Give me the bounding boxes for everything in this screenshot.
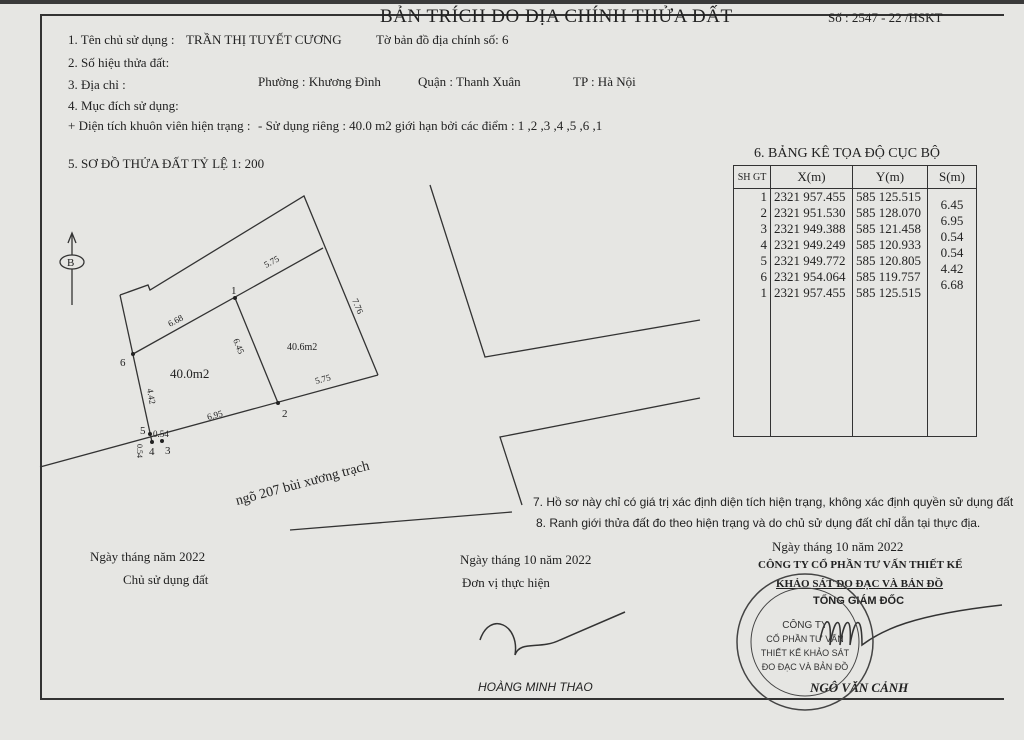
parcel-number: 2. Số hiệu thửa đất:	[68, 55, 170, 70]
svg-text:CÔNG TY: CÔNG TY	[782, 620, 828, 631]
coord-cell: 2321 951.530	[771, 205, 853, 221]
note-7: 7. Hồ sơ này chỉ có giá trị xác định diện tích hiện trạng, không xác định quyền sử dụng đất	[533, 495, 1014, 509]
coord-cell: 585 120.805	[853, 253, 928, 269]
coord-cell: 585 120.933	[853, 237, 928, 253]
sketch-title: 5. SƠ ĐỒ THỬA ĐẤT TỶ LỆ 1: 200	[68, 156, 265, 171]
coord-cell: 1	[734, 189, 771, 206]
adjacent-area-label: 40.6m2	[287, 342, 318, 353]
owner-date: Ngày tháng năm 2022	[90, 549, 206, 564]
point-1: 1	[231, 285, 237, 297]
company-stamp	[737, 574, 873, 710]
coord-cell: 2321 957.455	[771, 285, 853, 301]
note-8: 8. Ranh giới thửa đất đo theo hiện trạng và do chủ sử dụng đất chỉ dẫn tại thực địa.	[536, 516, 981, 530]
district: Quận : Thanh Xuân	[418, 74, 521, 89]
coord-cell: 6	[734, 269, 771, 285]
col-header: Y(m)	[853, 166, 928, 189]
edge-label: 7.76	[350, 297, 366, 316]
coord-cell: 2321 957.455	[771, 189, 853, 206]
coord-cell: 6.68	[928, 277, 977, 293]
unit-signature	[480, 612, 625, 655]
point-3: 3	[165, 445, 171, 457]
coord-cell: 2321 949.249	[771, 237, 853, 253]
company-name-2: KHẢO SÁT ĐO ĐẠC VÀ BẢN ĐỒ	[776, 578, 944, 590]
coord-cell: 1	[734, 285, 771, 301]
coord-cell: 4.42	[928, 261, 977, 277]
edge-label: 5.75	[313, 372, 332, 386]
road-label: ngõ 207 bùi xương trạch	[234, 458, 372, 509]
coord-cell: 2321 949.388	[771, 221, 853, 237]
col-header: S(m)	[928, 166, 977, 189]
director-name: NGÔ VĂN CẢNH	[810, 680, 909, 695]
ward: Phường : Khương Đình	[258, 74, 381, 89]
parcel-area-label: 40.0m2	[170, 366, 210, 381]
coord-cell: 585 128.070	[853, 205, 928, 221]
edge-label: 4.42	[145, 387, 158, 405]
owner-name: TRẦN THỊ TUYẾT CƯƠNG	[186, 32, 342, 47]
edge-label: 6.95	[205, 408, 224, 422]
coord-cell: 585 119.757	[853, 269, 928, 285]
svg-text:ĐO ĐẠC VÀ BẢN ĐỒ: ĐO ĐẠC VÀ BẢN ĐỒ	[761, 662, 849, 672]
coord-cell: 585 125.515	[853, 285, 928, 301]
address-label: 3. Địa chỉ :	[68, 77, 126, 92]
owner-label: 1. Tên chủ sử dụng :	[68, 32, 175, 47]
area-detail: - Sử dụng riêng : 40.0 m2 giới hạn bởi các điểm : 1 ,2 ,3 ,4 ,5 ,6 ,1	[258, 118, 603, 133]
unit-signer-name: HOÀNG MINH THAO	[478, 680, 593, 694]
coord-cell: 0.54	[928, 245, 977, 261]
usage-purpose: 4. Mục đích sử dụng:	[68, 98, 179, 113]
document-title: BẢN TRÍCH ĐO ĐỊA CHÍNH THỬA ĐẤT	[380, 6, 733, 27]
coord-cell: 5	[734, 253, 771, 269]
edge-label: 5.75	[262, 253, 281, 270]
coord-cell: 3	[734, 221, 771, 237]
col-header: X(m)	[771, 166, 853, 189]
document-number: Số : 2547 - 22 /HSKT	[828, 10, 943, 25]
point-6: 6	[120, 357, 126, 369]
coord-cell: 0.54	[928, 229, 977, 245]
edge-label: 6.68	[166, 312, 185, 329]
point-2: 2	[282, 408, 288, 420]
director-title: TỔNG GIÁM ĐỐC	[813, 595, 905, 607]
svg-text:THIẾT KẾ KHẢO SÁT: THIẾT KẾ KHẢO SÁT	[760, 648, 850, 658]
edge-label: 0.54	[135, 444, 144, 458]
unit-role: Đơn vị thực hiện	[462, 575, 550, 590]
svg-text:CỔ PHẦN TƯ VẤN: CỔ PHẦN TƯ VẤN	[766, 634, 844, 644]
point-4: 4	[149, 446, 155, 458]
coord-cell: 4	[734, 237, 771, 253]
coord-cell: 2	[734, 205, 771, 221]
company-name-1: CÔNG TY CỔ PHẦN TƯ VẤN THIẾT KẾ	[758, 559, 963, 571]
coord-cell: 2321 954.064	[771, 269, 853, 285]
edge-label: 0.54	[153, 429, 169, 439]
map-sheet: Tờ bản đồ địa chính số: 6	[376, 32, 509, 47]
coord-cell: 2321 949.772	[771, 253, 853, 269]
point-5: 5	[140, 425, 146, 437]
unit-date: Ngày tháng 10 năm 2022	[460, 552, 592, 567]
area-label: + Diện tích khuôn viên hiện trạng :	[68, 118, 251, 133]
col-header: SH GT	[734, 166, 771, 189]
director-signature	[820, 605, 1002, 645]
company-date: Ngày tháng 10 năm 2022	[772, 539, 904, 554]
coord-cell: 585 125.515	[853, 189, 928, 206]
coord-cell: 6.95	[928, 213, 977, 229]
north-label: B	[67, 257, 75, 269]
owner-role: Chủ sử dụng đất	[123, 572, 209, 587]
coord-cell: 6.45	[928, 197, 977, 214]
city: TP : Hà Nội	[573, 74, 636, 89]
coord-cell: 585 121.458	[853, 221, 928, 237]
edge-label: 6.45	[231, 337, 247, 356]
coord-table-title: 6. BẢNG KÊ TỌA ĐỘ CỤC BỘ	[754, 146, 941, 161]
